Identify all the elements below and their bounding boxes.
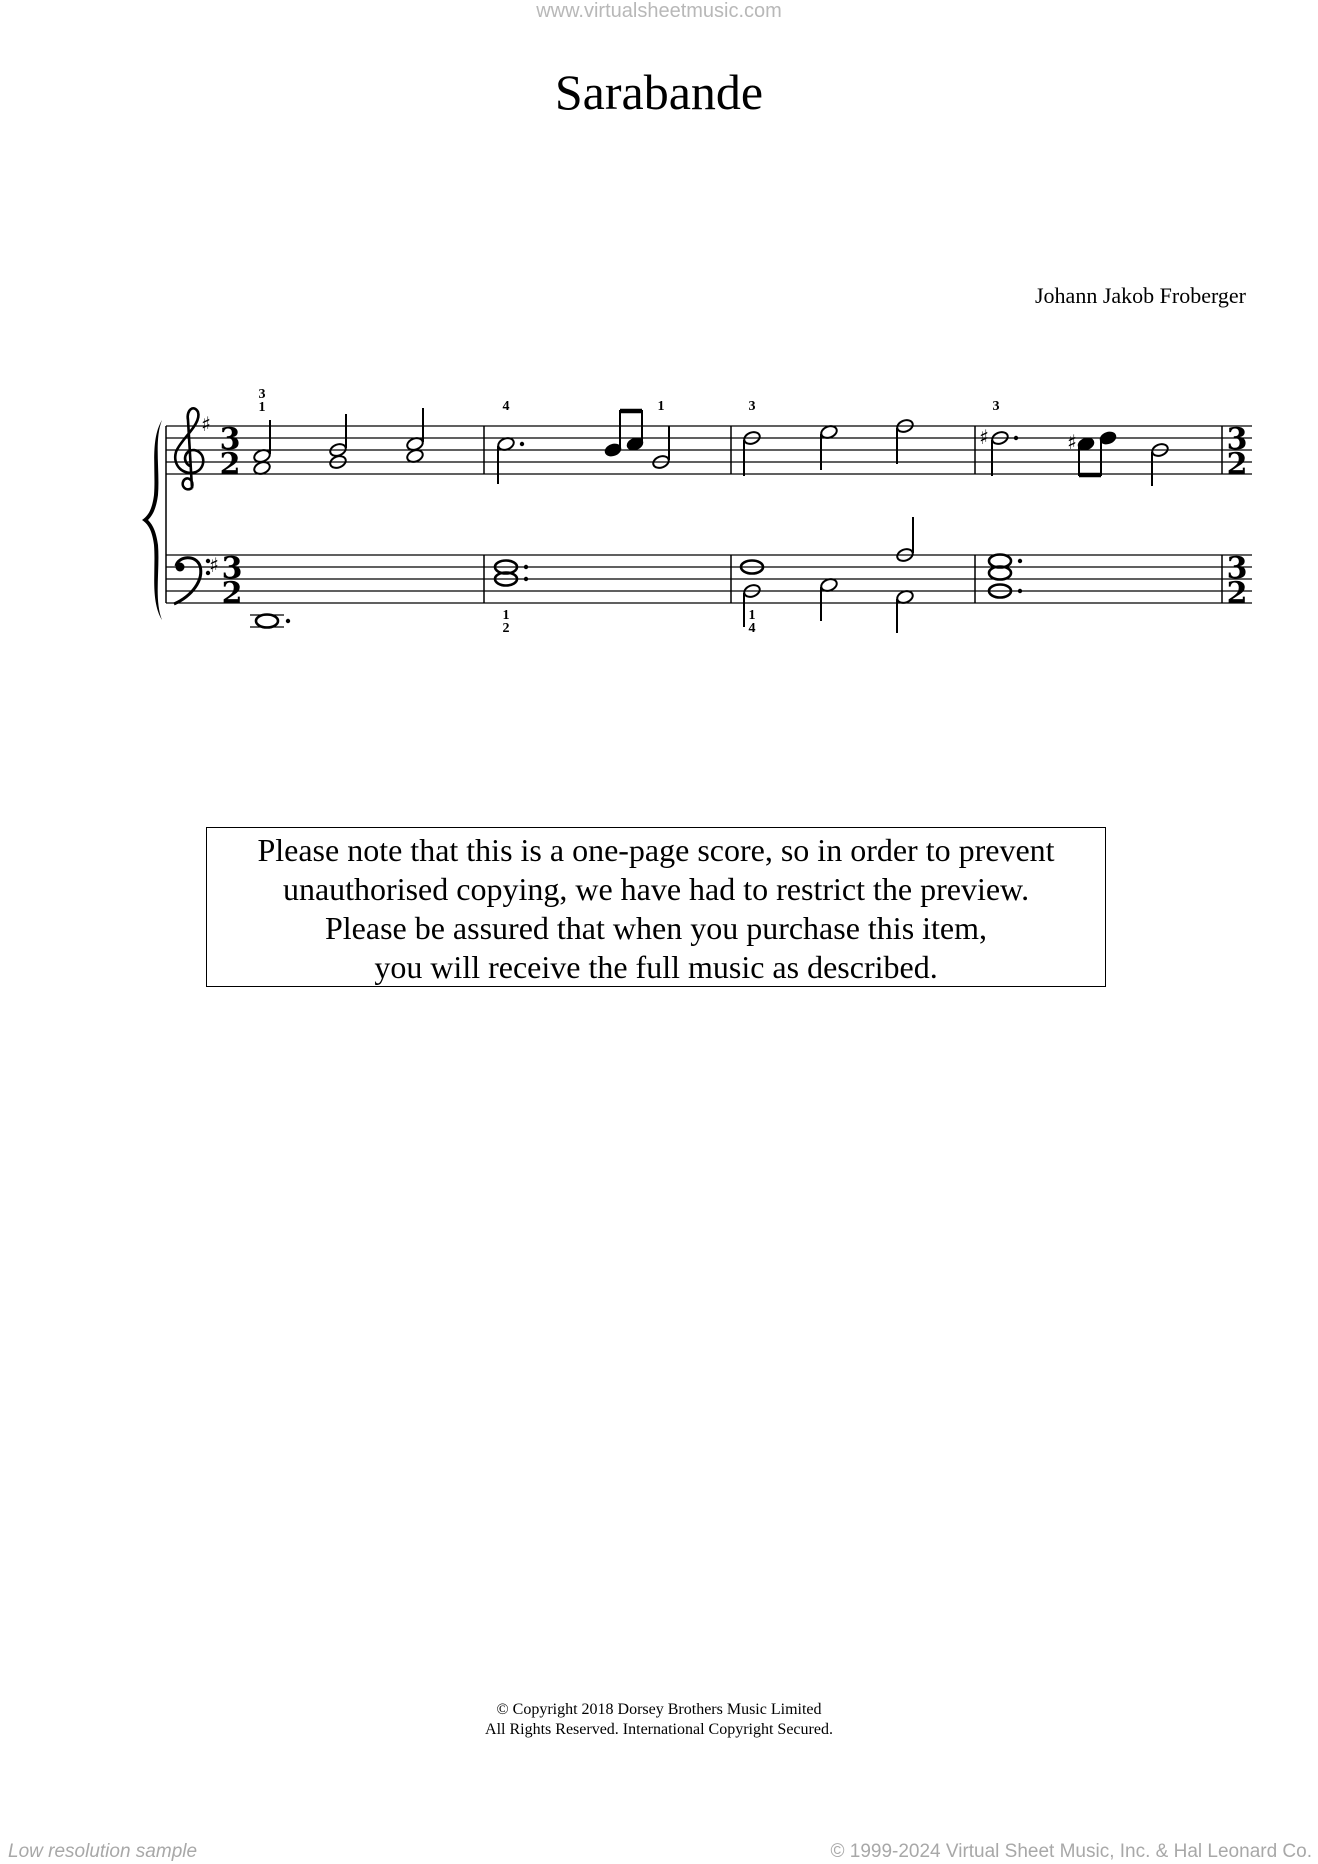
bass-staff [166,555,1252,603]
bass-time-top: 3 [221,551,243,586]
fingering: 3 [258,387,266,402]
bass-measure-3 [741,517,914,633]
treble-time-bottom: 2 [219,447,241,482]
low-resolution-label: Low resolution sample [8,1841,198,1862]
notice-line: Please note that this is a one-page score, so in order to prevent [257,832,1055,868]
copyright-notice [0,1700,1318,1740]
notice-line: unauthorised copying, we have had to restrict the preview. [282,871,1030,907]
treble-time-top: 3 [219,422,241,457]
sharp-accidental: ♯ [979,425,989,449]
bass-clef [174,558,210,604]
copyright-line-2: All Rights Reserved. International Copyright Secured. [485,1721,833,1738]
fingering: 1 [258,400,266,415]
fingering: 3 [748,399,756,414]
fingering: 1 [502,608,510,623]
treble-end-time-bottom: 2 [1226,447,1248,482]
bass-end-time-bottom: 2 [1226,576,1248,611]
treble-clef [175,408,203,489]
footer-copyright: © 1999-2024 Virtual Sheet Music, Inc. & Hal Leonard Co. [830,1841,1312,1862]
preview-notice [206,827,1106,987]
fingering: 3 [992,399,1000,414]
bass-key-sharp: ♯ [209,553,219,577]
fingering: 1 [657,399,665,414]
treble-key-sharp: ♯ [201,412,211,436]
treble-measure-4 [979,425,1169,486]
notice-line: Please be assured that when you purchase this item, [324,910,988,946]
fingering: 4 [748,621,756,636]
barlines [484,426,1222,603]
treble-measure-3 [743,418,915,476]
music-score [0,0,1318,680]
bass-measure-1 [250,615,290,628]
watermark-url: www.virtualsheetmusic.com [536,0,782,22]
fingering: 4 [502,399,510,414]
bass-time-bottom: 2 [221,576,243,611]
treble-measure-1 [253,408,425,476]
bass-measure-2 [495,561,528,586]
page-title: Sarabande [554,64,764,120]
fingering: 2 [502,621,510,636]
sharp-accidental: ♯ [1067,430,1077,454]
fingering: 1 [748,608,756,623]
grand-staff-brace [142,420,162,620]
copyright-line-1: © Copyright 2018 Dorsey Brothers Music Limited [496,1701,822,1718]
notice-line: you will receive the full music as described. [374,949,938,985]
composer-name: Johann Jakob Froberger [1035,283,1246,308]
treble-staff [166,426,1252,474]
bass-end-time-top: 3 [1226,551,1248,586]
treble-end-time-top: 3 [1226,422,1248,457]
treble-measure-2 [497,410,671,484]
